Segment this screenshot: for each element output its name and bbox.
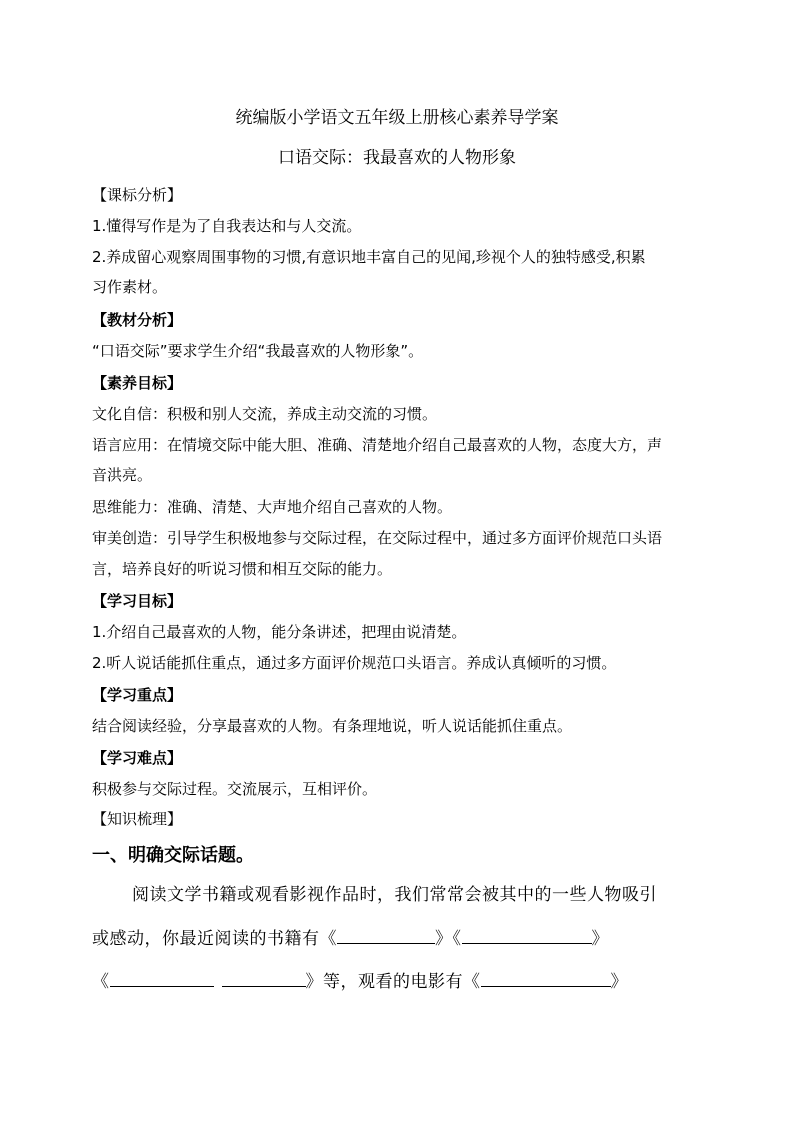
curriculum-item-1: 1.懂得写作是为了自我表达和与人交流。 bbox=[92, 217, 362, 235]
textbook-heading: 【教材分析】 bbox=[92, 311, 183, 329]
literacy-heading: 【素养目标】 bbox=[92, 374, 183, 392]
para-line-3-text-c: 》 bbox=[610, 972, 628, 992]
focus-text: 结合阅读经验，分享最喜欢的人物。有条理地说，听人说话能抓住重点。 bbox=[92, 717, 573, 735]
knowledge-paragraph-line-1: 阅读文学书籍或观看影视作品时，我们常常会被其中的一些人物吸引 bbox=[132, 885, 657, 905]
book-blank-3[interactable] bbox=[110, 968, 214, 987]
knowledge-paragraph-line-2 bbox=[92, 925, 609, 952]
para-line-2-text-a: 或感动，你最近阅读的书籍有《 bbox=[92, 929, 337, 949]
literacy-language-line-2: 音洪亮。 bbox=[92, 466, 153, 484]
difficulty-heading: 【学习难点】 bbox=[92, 749, 183, 767]
para-line-2-text-b: 》《 bbox=[435, 929, 462, 949]
knowledge-heading: 【知识梳理】 bbox=[92, 810, 183, 828]
focus-heading: 【学习重点】 bbox=[92, 686, 183, 704]
curriculum-item-2-line-1: 2.养成留心观察周围事物的习惯,有意识地丰富自己的见闻,珍视个人的独特感受,积累 bbox=[92, 248, 646, 266]
literacy-culture: 文化自信：积极和别人交流，养成主动交流的习惯。 bbox=[92, 405, 438, 423]
goals-item-2: 2.听人说话能抓住重点，通过多方面评价规范口头语言。养成认真倾听的习惯。 bbox=[92, 654, 617, 672]
curriculum-item-2-line-2: 习作素材。 bbox=[92, 278, 168, 296]
literacy-thinking: 思维能力：准确、清楚、大声地介绍自己喜欢的人物。 bbox=[92, 498, 453, 516]
literacy-aesthetic-line-2: 言，培养良好的听说习惯和相互交际的能力。 bbox=[92, 560, 393, 578]
book-blank-1[interactable] bbox=[337, 925, 435, 944]
para-line-3-text-a: 《 bbox=[92, 972, 110, 992]
curriculum-heading: 【课标分析】 bbox=[92, 186, 183, 204]
literacy-language-line-1: 语言应用：在情境交际中能大胆、准确、清楚地介绍自己最喜欢的人物，态度大方，声 bbox=[92, 436, 663, 454]
para-line-2-text-c: 》 bbox=[591, 929, 609, 949]
part-1-title: 一、明确交际话题。 bbox=[92, 845, 254, 866]
textbook-text: “口语交际”要求学生介绍“我最喜欢的人物形象”。 bbox=[92, 342, 424, 360]
book-blank-4[interactable] bbox=[222, 968, 306, 987]
movie-blank-1[interactable] bbox=[481, 968, 611, 987]
document-title: 统编版小学语文五年级上册核心素养导学案 bbox=[235, 108, 559, 128]
difficulty-text: 积极参与交际过程。交流展示，互相评价。 bbox=[92, 780, 378, 798]
goals-item-1: 1.介绍自己最喜欢的人物，能分条讲述，把理由说清楚。 bbox=[92, 623, 467, 641]
literacy-aesthetic-line-1: 审美创造：引导学生积极地参与交际过程，在交际过程中，通过多方面评价规范口头语 bbox=[92, 529, 663, 547]
knowledge-paragraph-line-3 bbox=[92, 968, 628, 995]
document-subtitle: 口语交际：我最喜欢的人物形象 bbox=[278, 148, 516, 168]
para-line-3-text-b: 》等，观看的电影有《 bbox=[305, 972, 481, 992]
goals-heading: 【学习目标】 bbox=[92, 592, 183, 610]
book-blank-2[interactable] bbox=[462, 925, 592, 944]
